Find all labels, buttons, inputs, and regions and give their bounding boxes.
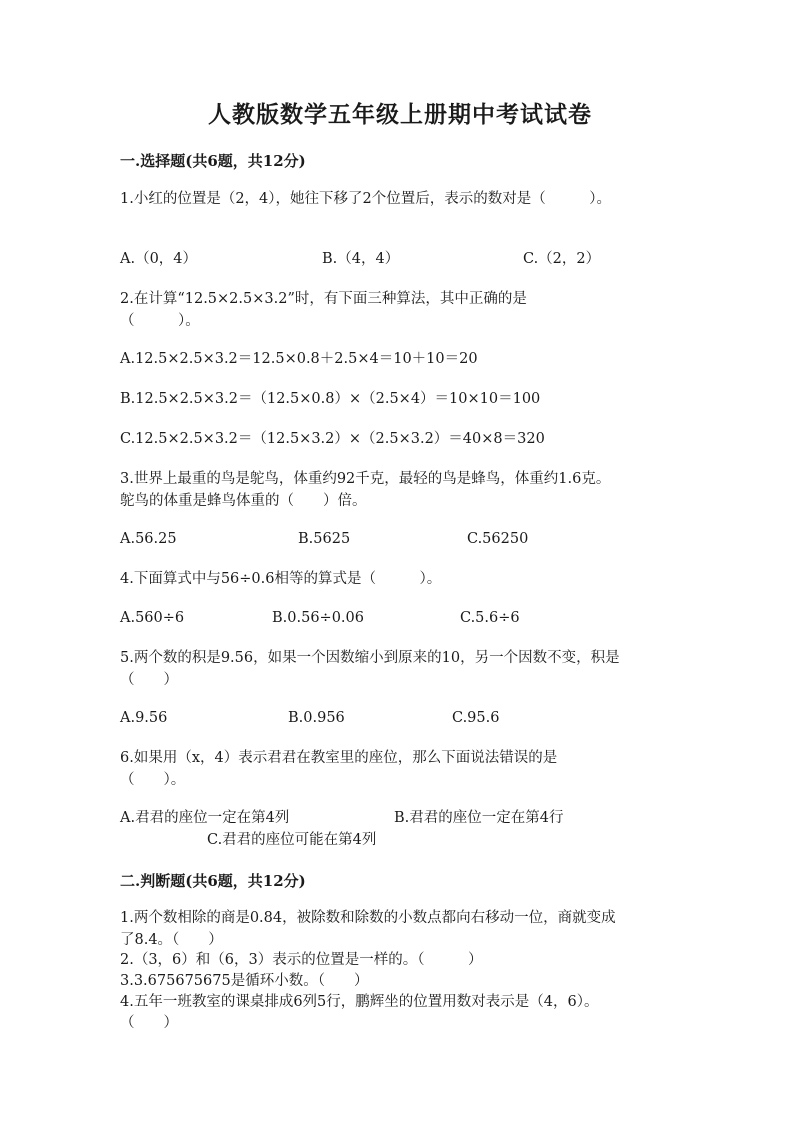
q5-option-c: C.95.6 xyxy=(452,710,500,726)
page-title: 人教版数学五年级上册期中考试试卷 xyxy=(208,101,592,128)
q1-option-c: C.（2，2） xyxy=(523,251,601,267)
question-3-cont: 鸵鸟的体重是蜂鸟体重的（ ）倍。 xyxy=(120,493,367,509)
section-heading-judgement: 二.判断题(共6题，共12分) xyxy=(120,872,306,890)
q6-option-b: B.君君的座位一定在第4行 xyxy=(394,810,564,826)
question-5-cont: （ ） xyxy=(120,672,178,688)
question-6-cont: （ ）。 xyxy=(120,772,186,788)
judgement-line-2: 2.（3，6）和（6，3）表示的位置是一样的。（ ） xyxy=(120,952,483,968)
question-5: 5.两个数的积是9.56，如果一个因数缩小到原来的10，另一个因数不变，积是 xyxy=(120,650,620,666)
q2-option-b: B.12.5×2.5×3.2＝（12.5×0.8）×（2.5×4）＝10×10＝100 xyxy=(120,391,541,407)
question-2-cont: （ ）。 xyxy=(120,313,200,329)
judgement-line-3: 3.3.675675675是循环小数。（ ） xyxy=(120,973,369,989)
q5-option-b: B.0.956 xyxy=(288,710,345,726)
q3-option-a: A.56.25 xyxy=(120,531,177,547)
q6-option-c: C.君君的座位可能在第4列 xyxy=(207,832,377,848)
judgement-line-1-cont: 了8.4。（ ） xyxy=(120,932,223,948)
question-6: 6.如果用（x，4）表示君君在教室里的座位，那么下面说法错误的是 xyxy=(120,750,558,766)
q6-option-a: A.君君的座位一定在第4列 xyxy=(120,810,290,826)
q2-option-a: A.12.5×2.5×3.2＝12.5×0.8＋2.5×4＝10＋10＝20 xyxy=(120,351,478,367)
question-1: 1.小红的位置是（2，4），她往下移了2个位置后，表示的数对是（ ）。 xyxy=(120,191,612,207)
q2-option-c: C.12.5×2.5×3.2＝（12.5×3.2）×（2.5×3.2）＝40×8＝320 xyxy=(120,431,545,447)
section-heading-choice: 一.选择题(共6题，共12分) xyxy=(120,152,306,170)
judgement-line-4-cont: （ ） xyxy=(120,1015,178,1031)
q4-option-a: A.560÷6 xyxy=(120,610,185,626)
q3-option-b: B.5625 xyxy=(298,531,351,547)
question-2: 2.在计算“12.5×2.5×3.2”时，有下面三种算法，其中正确的是 xyxy=(120,291,527,307)
q4-option-b: B.0.56÷0.06 xyxy=(272,610,364,626)
question-3: 3.世界上最重的鸟是鸵鸟，体重约92千克，最轻的鸟是蜂鸟，体重约1.6克。 xyxy=(120,471,611,487)
q4-option-c: C.5.6÷6 xyxy=(460,610,520,626)
judgement-line-4: 4.五年一班教室的课桌排成6列5行，鹏辉坐的位置用数对表示是（4，6）。 xyxy=(120,994,599,1010)
judgement-line-1: 1.两个数相除的商是0.84，被除数和除数的小数点都向右移动一位，商就变成 xyxy=(120,910,616,926)
q1-option-a: A.（0，4） xyxy=(120,251,198,267)
q3-option-c: C.56250 xyxy=(467,531,529,547)
q1-option-b: B.（4，4） xyxy=(322,251,400,267)
question-4: 4.下面算式中与56÷0.6相等的算式是（ ）。 xyxy=(120,571,442,587)
q5-option-a: A.9.56 xyxy=(120,710,168,726)
